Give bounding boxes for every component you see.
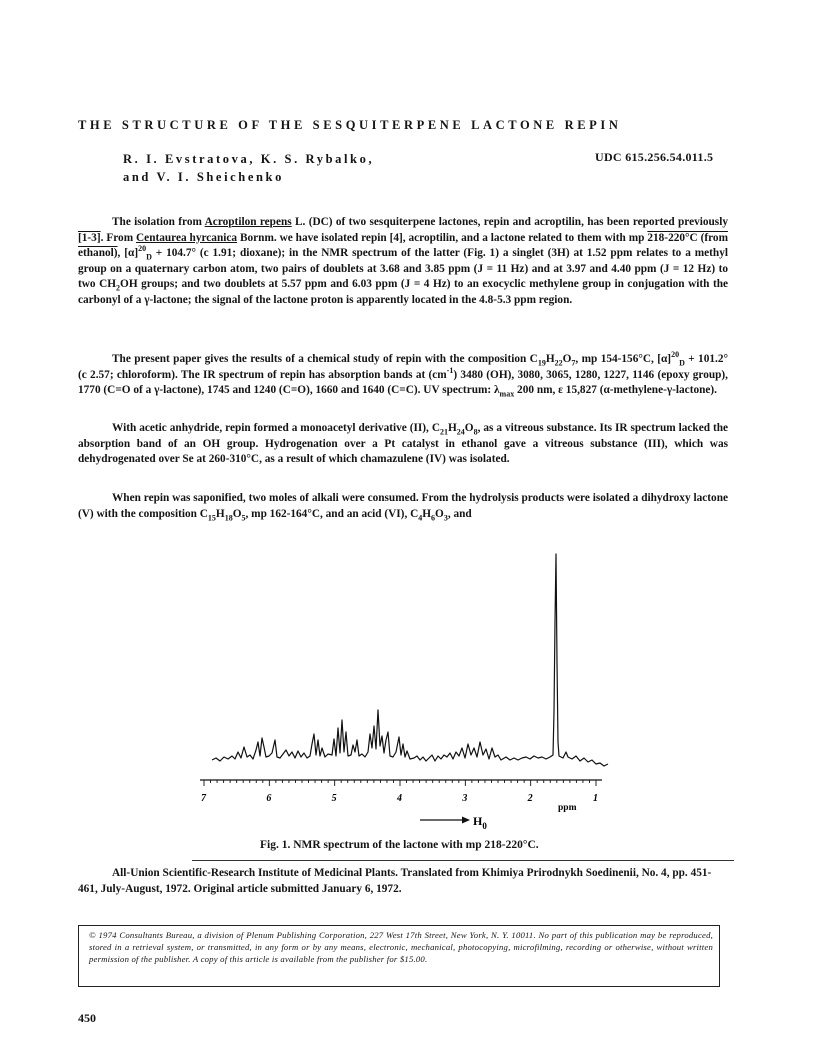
authors-line-2: and V. I. Sheichenko: [123, 170, 284, 184]
tick-label-group: [201, 793, 598, 804]
article-title: THE STRUCTURE OF THE SESQUITERPENE LACTONE REPIN: [78, 118, 622, 132]
ppm-tick-label: 7: [201, 793, 206, 804]
ppm-tick-label: 1: [593, 793, 598, 804]
ppm-tick-label: 4: [397, 793, 402, 804]
minor-tick-group: [204, 780, 596, 786]
ppm-unit-label: ppm: [558, 803, 577, 813]
figure-caption: Fig. 1. NMR spectrum of the lactone with mp 218-220°C.: [260, 839, 539, 851]
paragraph-3: With acetic anhydride, repin formed a monoacetyl derivative (II), $C_{21}H_{24}O_8$, as a vitreous substance. Its IR spectrum lacked the absorption band of an OH group. Hydrogenation over a Pt catalyst in ethanol gave a vitreous substance (III), which was dehydrogenated over Se at 260-310°C, as a result of which chamazulene (IV) was isolated.: [78, 422, 729, 466]
paragraph-4: When repin was saponified, two moles of alkali were consumed. From the hydrolysis products were isolated a dihydroxy lactone (V) with the composition $C_{15}H_{18}O_5$, mp 162-164°C, and an acid (VI), $C_4H_6O_3$, and: [78, 492, 728, 522]
ppm-tick-label: 6: [266, 793, 272, 804]
field-label: $H_0$: [473, 814, 487, 831]
footnote-divider: [192, 860, 734, 861]
page-number: 450: [78, 1011, 96, 1025]
copyright-box: [78, 925, 720, 987]
ppm-tick-label: 2: [527, 793, 533, 804]
affiliation-note: All-Union Scientific-Research Institute of Medicinal Plants. Translated from Khimiya Prirodnykh Soedinenii, No. 4, pp. 451-461, July-August, 1972. Original article submitted January 6, 1972.: [78, 867, 712, 895]
udc-code: UDC 615.256.54.011.5: [595, 150, 714, 164]
spectrum-trace: [212, 554, 608, 766]
paragraph-2: The present paper gives the results of a chemical study of repin with the composition $C_{19}H_{22}O_7$, mp 154-156°C, $[\alpha]^{20}_D + 101.2^\circ$ (c 2.57; chloroform). The IR spectrum of repin has absorption bands at $(cm^{-1})$ 3480 (OH), 3080, 3065, 1280, 1227, 1146 (epoxy group), 1770 (C=O of a γ-lactone), 1745 and 1240 (C=O), 1660 and 1640 (C=C). UV spectrum: $\lambda_{max}$ 200 nm, ε 15,827 (α-methylene-γ-lactone).: [78, 350, 728, 399]
ppm-tick-label: 5: [331, 793, 337, 804]
nmr-spectrum-plot: [200, 552, 620, 832]
field-arrow-head: [462, 817, 470, 824]
melting-point: 218-220°C (from ethanol): [78, 231, 728, 260]
reference-link: [1-3]: [78, 231, 101, 244]
authors-line-1: R. I. Evstratova, K. S. Rybalko,: [123, 152, 375, 166]
genus-name: Acroptilon repens: [204, 216, 292, 228]
nmr-spectrum-figure: [200, 552, 620, 832]
paragraph-1: The isolation from Acroptilon repens L. (DC) of two sesquiterpene lactones, repin and acroptilin, has been reported previously [1-3]. From Centaurea hyrcanica Bornm. we have isolated repin [4], acroptilin, and a lactone related to them with mp 218-220°C (from ethanol), $[\alpha]^{20}_D + 104.7^\circ$ (c 1.91; dioxane); in the NMR spectrum of the latter (Fig. 1) a singlet (3H) at 1.52 ppm relates to a methyl group on a quaternary carbon atom, two pairs of doublets at 3.68 and 3.85 ppm (J = 11 Hz) and at 3.97 and 4.40 ppm (J = 12 Hz) to two $CH_2OH$ groups; and two doublets at 5.57 ppm and 6.03 ppm (J = 4 Hz) to an exocyclic methylene group in conjugation with the carbonyl of a γ-lactone; the signal of the lactone proton is apparently located in the 4.8-5.3 ppm region.: [78, 216, 728, 306]
ppm-tick-label: 3: [462, 793, 468, 804]
authors: [123, 150, 374, 186]
plant-name: Centaurea hyrcanica: [136, 231, 238, 244]
copyright-text: © 1974 Consultants Bureau, a division of Plenum Publishing Corporation, 227 West 17th Street, New York, N. Y. 10011. No part of this publication may be reproduced, stored in a retrieval system, or transmitted, in any form or by any means, electronic, mechanical, photocopying, microfilming, recording or otherwise, without written permission of the publisher. A copy of this article is available from the publisher for $15.00.: [89, 930, 713, 964]
